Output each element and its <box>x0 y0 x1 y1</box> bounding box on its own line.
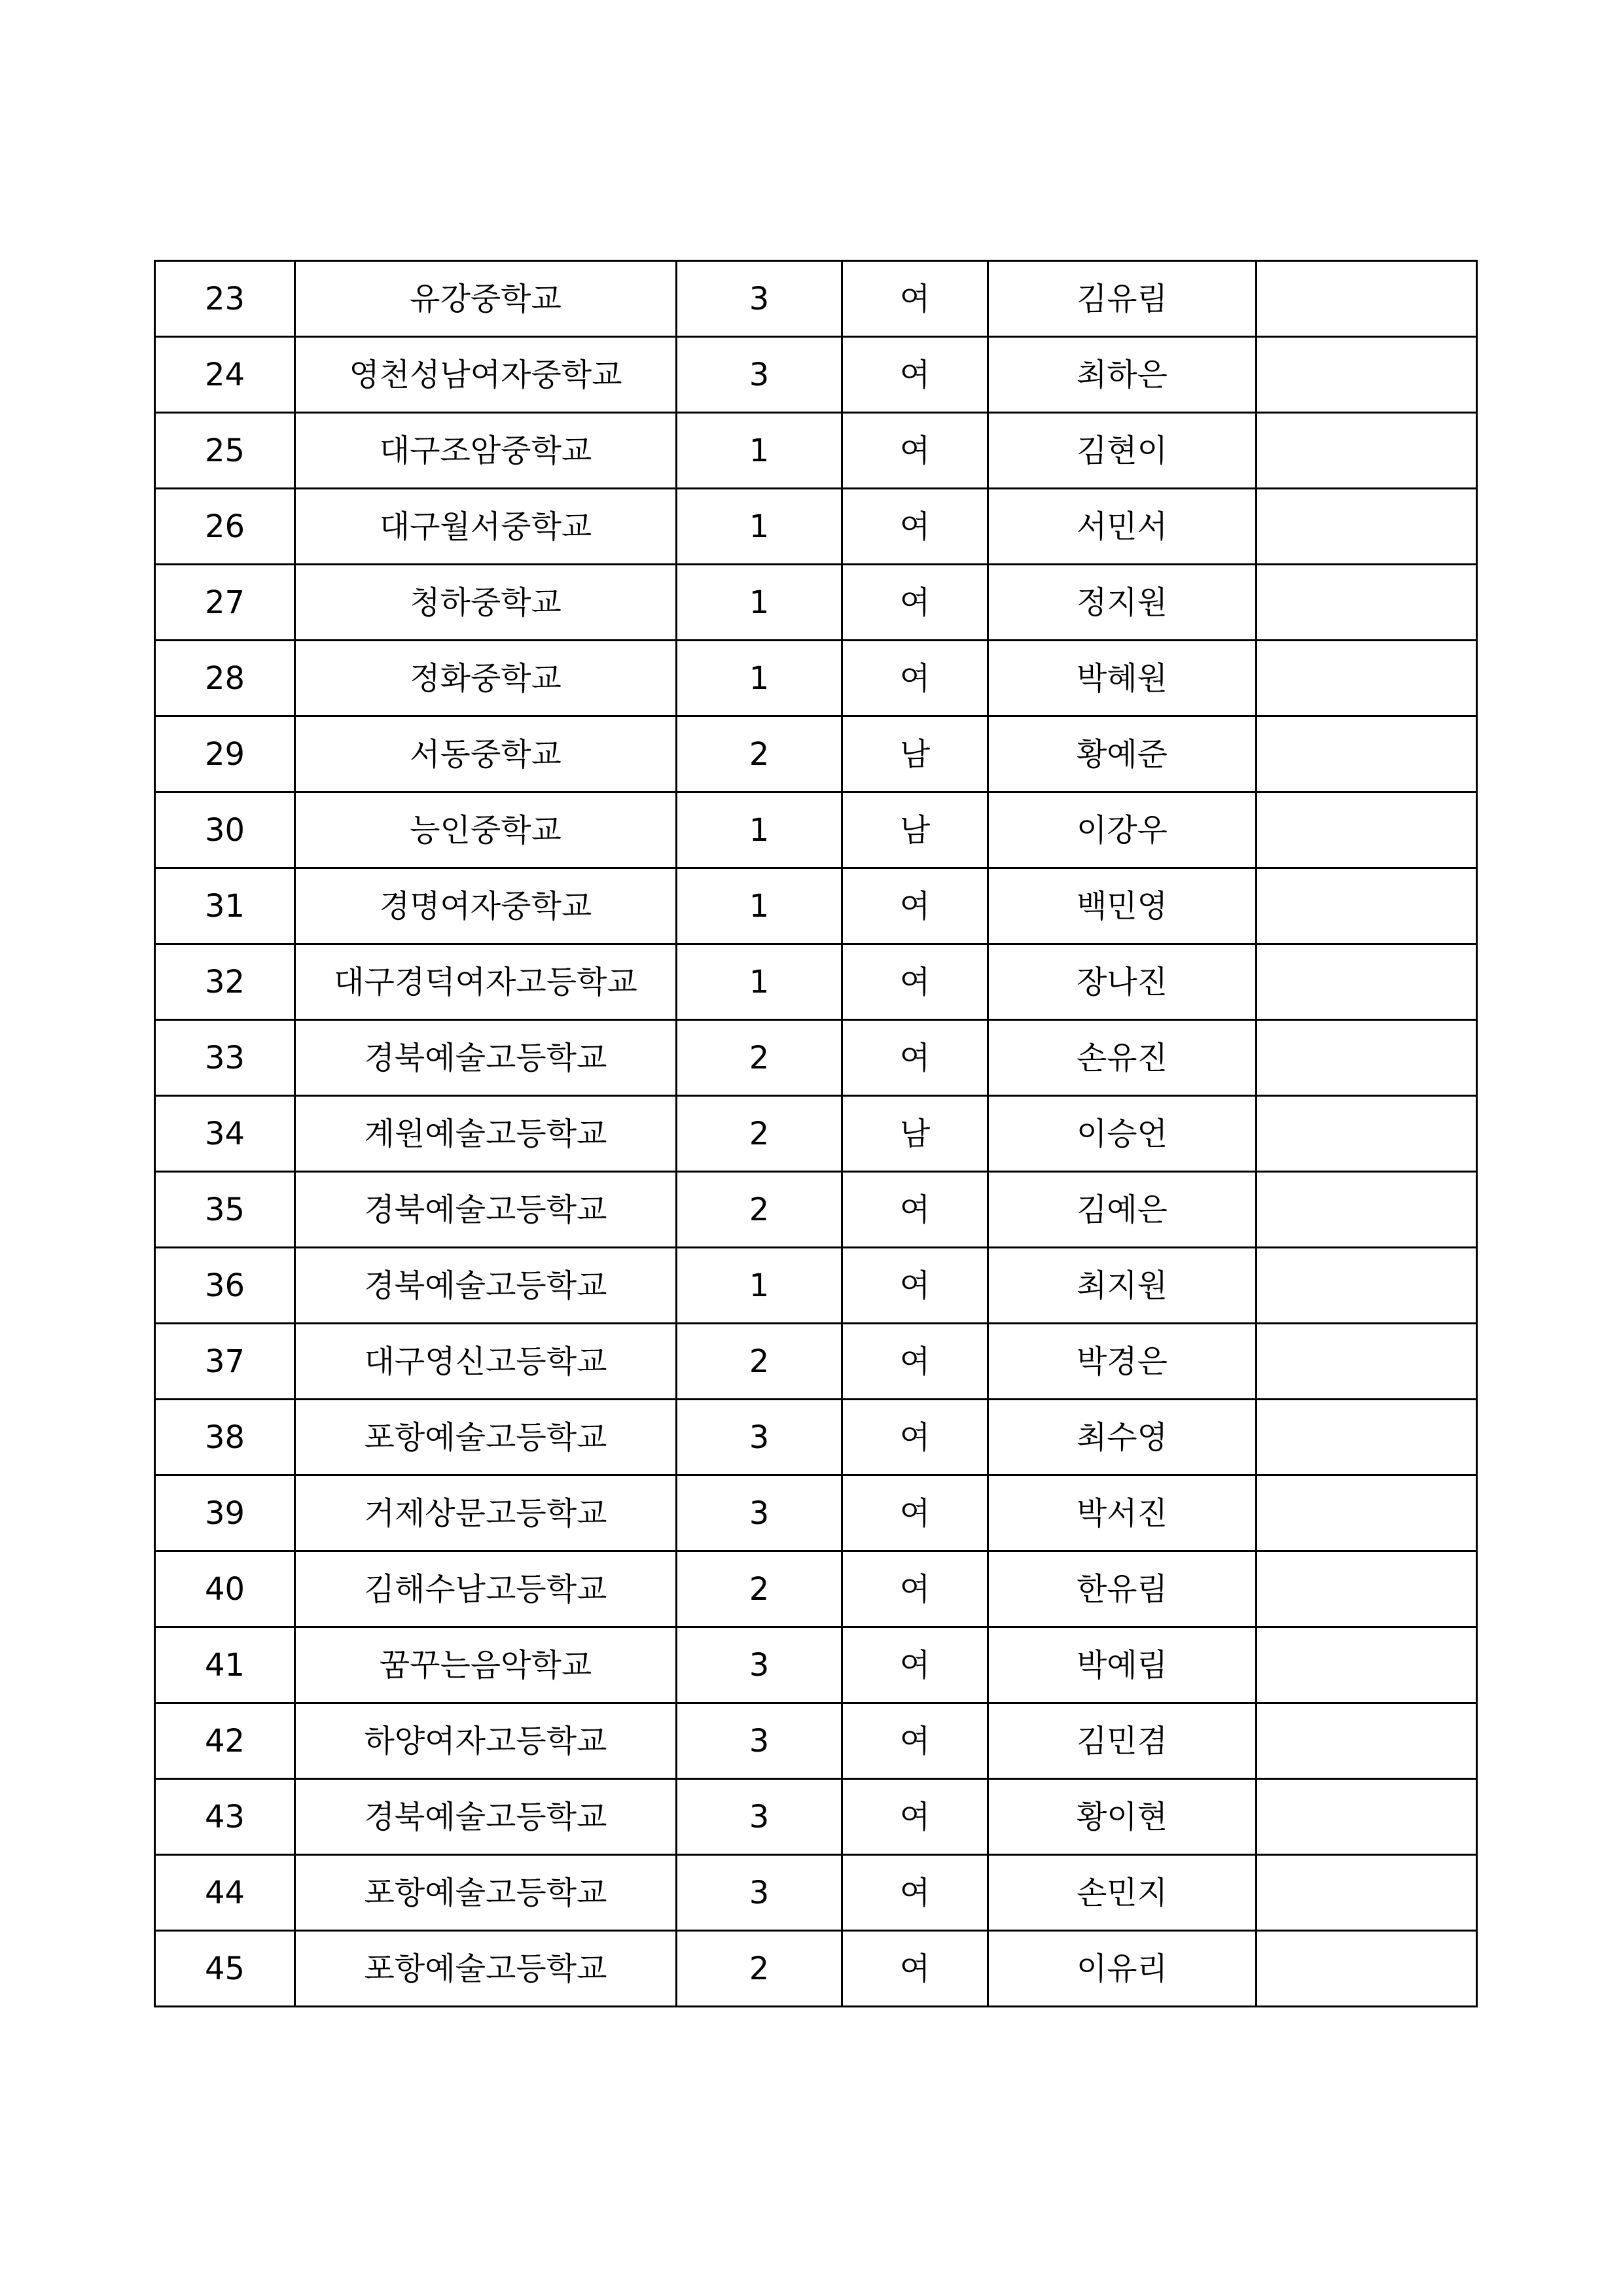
student-name-cell: 장나진 <box>988 944 1257 1020</box>
grade-cell: 3 <box>677 1627 842 1703</box>
row-number-cell: 42 <box>155 1703 295 1779</box>
row-number-cell: 28 <box>155 641 295 716</box>
gender-cell: 여 <box>842 565 988 641</box>
note-cell <box>1257 1020 1477 1096</box>
grade-cell: 1 <box>677 489 842 565</box>
table-row <box>155 944 1477 1020</box>
table-row <box>155 1855 1477 1931</box>
student-name-cell: 김현이 <box>988 413 1257 489</box>
note-cell <box>1257 1627 1477 1703</box>
table-row <box>155 641 1477 716</box>
school-cell: 경북예술고등학교 <box>295 1779 677 1855</box>
student-name-cell: 최지원 <box>988 1248 1257 1324</box>
row-number-cell: 40 <box>155 1551 295 1627</box>
grade-cell: 1 <box>677 565 842 641</box>
note-cell <box>1257 337 1477 413</box>
gender-cell: 여 <box>842 337 988 413</box>
row-number-cell: 33 <box>155 1020 295 1096</box>
note-cell <box>1257 1703 1477 1779</box>
gender-cell: 남 <box>842 1096 988 1172</box>
row-number-cell: 29 <box>155 716 295 792</box>
school-cell: 꿈꾸는음악학교 <box>295 1627 677 1703</box>
grade-cell: 3 <box>677 1475 842 1551</box>
table-row <box>155 868 1477 944</box>
row-number-cell: 24 <box>155 337 295 413</box>
row-number-cell: 38 <box>155 1400 295 1475</box>
table-row <box>155 1324 1477 1400</box>
note-cell <box>1257 1400 1477 1475</box>
table-row <box>155 792 1477 868</box>
grade-cell: 3 <box>677 1855 842 1931</box>
grade-cell: 1 <box>677 641 842 716</box>
gender-cell: 여 <box>842 1020 988 1096</box>
row-number-cell: 36 <box>155 1248 295 1324</box>
gender-cell: 여 <box>842 1855 988 1931</box>
note-cell <box>1257 1855 1477 1931</box>
school-cell: 능인중학교 <box>295 792 677 868</box>
note-cell <box>1257 1248 1477 1324</box>
school-cell: 정화중학교 <box>295 641 677 716</box>
student-name-cell: 김예은 <box>988 1172 1257 1248</box>
grade-cell: 2 <box>677 1551 842 1627</box>
school-cell: 포항예술고등학교 <box>295 1855 677 1931</box>
grade-cell: 3 <box>677 261 842 337</box>
student-name-cell: 김유림 <box>988 261 1257 337</box>
row-number-cell: 27 <box>155 565 295 641</box>
row-number-cell: 37 <box>155 1324 295 1400</box>
gender-cell: 여 <box>842 413 988 489</box>
gender-cell: 여 <box>842 1248 988 1324</box>
student-name-cell: 이승언 <box>988 1096 1257 1172</box>
row-number-cell: 34 <box>155 1096 295 1172</box>
gender-cell: 여 <box>842 261 988 337</box>
note-cell <box>1257 944 1477 1020</box>
grade-cell: 2 <box>677 1172 842 1248</box>
gender-cell: 여 <box>842 489 988 565</box>
school-cell: 대구경덕여자고등학교 <box>295 944 677 1020</box>
row-number-cell: 25 <box>155 413 295 489</box>
student-name-cell: 박서진 <box>988 1475 1257 1551</box>
school-cell: 하양여자고등학교 <box>295 1703 677 1779</box>
row-number-cell: 26 <box>155 489 295 565</box>
school-cell: 거제상문고등학교 <box>295 1475 677 1551</box>
gender-cell: 남 <box>842 716 988 792</box>
student-name-cell: 이유리 <box>988 1931 1257 2007</box>
school-cell: 대구조암중학교 <box>295 413 677 489</box>
roster-table-body <box>155 261 1477 2007</box>
table-row <box>155 337 1477 413</box>
student-name-cell: 이강우 <box>988 792 1257 868</box>
gender-cell: 여 <box>842 1779 988 1855</box>
grade-cell: 3 <box>677 1400 842 1475</box>
grade-cell: 2 <box>677 1324 842 1400</box>
student-name-cell: 최하은 <box>988 337 1257 413</box>
row-number-cell: 35 <box>155 1172 295 1248</box>
table-row <box>155 716 1477 792</box>
table-row <box>155 1172 1477 1248</box>
note-cell <box>1257 716 1477 792</box>
gender-cell: 여 <box>842 944 988 1020</box>
note-cell <box>1257 565 1477 641</box>
table-row <box>155 1931 1477 2007</box>
row-number-cell: 45 <box>155 1931 295 2007</box>
note-cell <box>1257 489 1477 565</box>
table-row <box>155 1096 1477 1172</box>
table-row <box>155 1020 1477 1096</box>
school-cell: 경명여자중학교 <box>295 868 677 944</box>
student-name-cell: 박혜원 <box>988 641 1257 716</box>
grade-cell: 2 <box>677 1020 842 1096</box>
grade-cell: 1 <box>677 944 842 1020</box>
row-number-cell: 39 <box>155 1475 295 1551</box>
school-cell: 경북예술고등학교 <box>295 1020 677 1096</box>
table-row <box>155 1703 1477 1779</box>
gender-cell: 여 <box>842 641 988 716</box>
school-cell: 계원예술고등학교 <box>295 1096 677 1172</box>
row-number-cell: 31 <box>155 868 295 944</box>
note-cell <box>1257 261 1477 337</box>
student-name-cell: 서민서 <box>988 489 1257 565</box>
student-name-cell: 박예림 <box>988 1627 1257 1703</box>
gender-cell: 여 <box>842 1475 988 1551</box>
student-name-cell: 정지원 <box>988 565 1257 641</box>
grade-cell: 2 <box>677 716 842 792</box>
school-cell: 경북예술고등학교 <box>295 1248 677 1324</box>
gender-cell: 여 <box>842 1172 988 1248</box>
gender-cell: 여 <box>842 1627 988 1703</box>
note-cell <box>1257 868 1477 944</box>
student-name-cell: 손민지 <box>988 1855 1257 1931</box>
grade-cell: 1 <box>677 792 842 868</box>
note-cell <box>1257 1096 1477 1172</box>
row-number-cell: 41 <box>155 1627 295 1703</box>
grade-cell: 3 <box>677 1779 842 1855</box>
grade-cell: 1 <box>677 413 842 489</box>
grade-cell: 2 <box>677 1096 842 1172</box>
grade-cell: 3 <box>677 337 842 413</box>
student-name-cell: 최수영 <box>988 1400 1257 1475</box>
row-number-cell: 44 <box>155 1855 295 1931</box>
table-row <box>155 1400 1477 1475</box>
gender-cell: 여 <box>842 1551 988 1627</box>
school-cell: 포항예술고등학교 <box>295 1931 677 2007</box>
grade-cell: 1 <box>677 1248 842 1324</box>
note-cell <box>1257 641 1477 716</box>
school-cell: 김해수남고등학교 <box>295 1551 677 1627</box>
table-row <box>155 261 1477 337</box>
row-number-cell: 32 <box>155 944 295 1020</box>
note-cell <box>1257 1551 1477 1627</box>
note-cell <box>1257 1324 1477 1400</box>
table-row <box>155 1475 1477 1551</box>
gender-cell: 남 <box>842 792 988 868</box>
gender-cell: 여 <box>842 1931 988 2007</box>
table-row <box>155 489 1477 565</box>
row-number-cell: 23 <box>155 261 295 337</box>
school-cell: 대구영신고등학교 <box>295 1324 677 1400</box>
school-cell: 대구월서중학교 <box>295 489 677 565</box>
gender-cell: 여 <box>842 1703 988 1779</box>
note-cell <box>1257 1931 1477 2007</box>
student-name-cell: 박경은 <box>988 1324 1257 1400</box>
grade-cell: 1 <box>677 868 842 944</box>
table-row <box>155 1551 1477 1627</box>
roster-table <box>154 260 1478 2007</box>
school-cell: 포항예술고등학교 <box>295 1400 677 1475</box>
table-row <box>155 1779 1477 1855</box>
table-row <box>155 1248 1477 1324</box>
note-cell <box>1257 1172 1477 1248</box>
school-cell: 청하중학교 <box>295 565 677 641</box>
gender-cell: 여 <box>842 1400 988 1475</box>
student-name-cell: 황이현 <box>988 1779 1257 1855</box>
student-name-cell: 손유진 <box>988 1020 1257 1096</box>
row-number-cell: 30 <box>155 792 295 868</box>
grade-cell: 2 <box>677 1931 842 2007</box>
school-cell: 서동중학교 <box>295 716 677 792</box>
note-cell <box>1257 1475 1477 1551</box>
school-cell: 유강중학교 <box>295 261 677 337</box>
student-name-cell: 한유림 <box>988 1551 1257 1627</box>
grade-cell: 3 <box>677 1703 842 1779</box>
table-row <box>155 1627 1477 1703</box>
gender-cell: 여 <box>842 1324 988 1400</box>
row-number-cell: 43 <box>155 1779 295 1855</box>
table-row <box>155 413 1477 489</box>
school-cell: 경북예술고등학교 <box>295 1172 677 1248</box>
gender-cell: 여 <box>842 868 988 944</box>
note-cell <box>1257 792 1477 868</box>
school-cell: 영천성남여자중학교 <box>295 337 677 413</box>
student-name-cell: 백민영 <box>988 868 1257 944</box>
note-cell <box>1257 413 1477 489</box>
note-cell <box>1257 1779 1477 1855</box>
student-name-cell: 김민겸 <box>988 1703 1257 1779</box>
table-row <box>155 565 1477 641</box>
student-name-cell: 황예준 <box>988 716 1257 792</box>
